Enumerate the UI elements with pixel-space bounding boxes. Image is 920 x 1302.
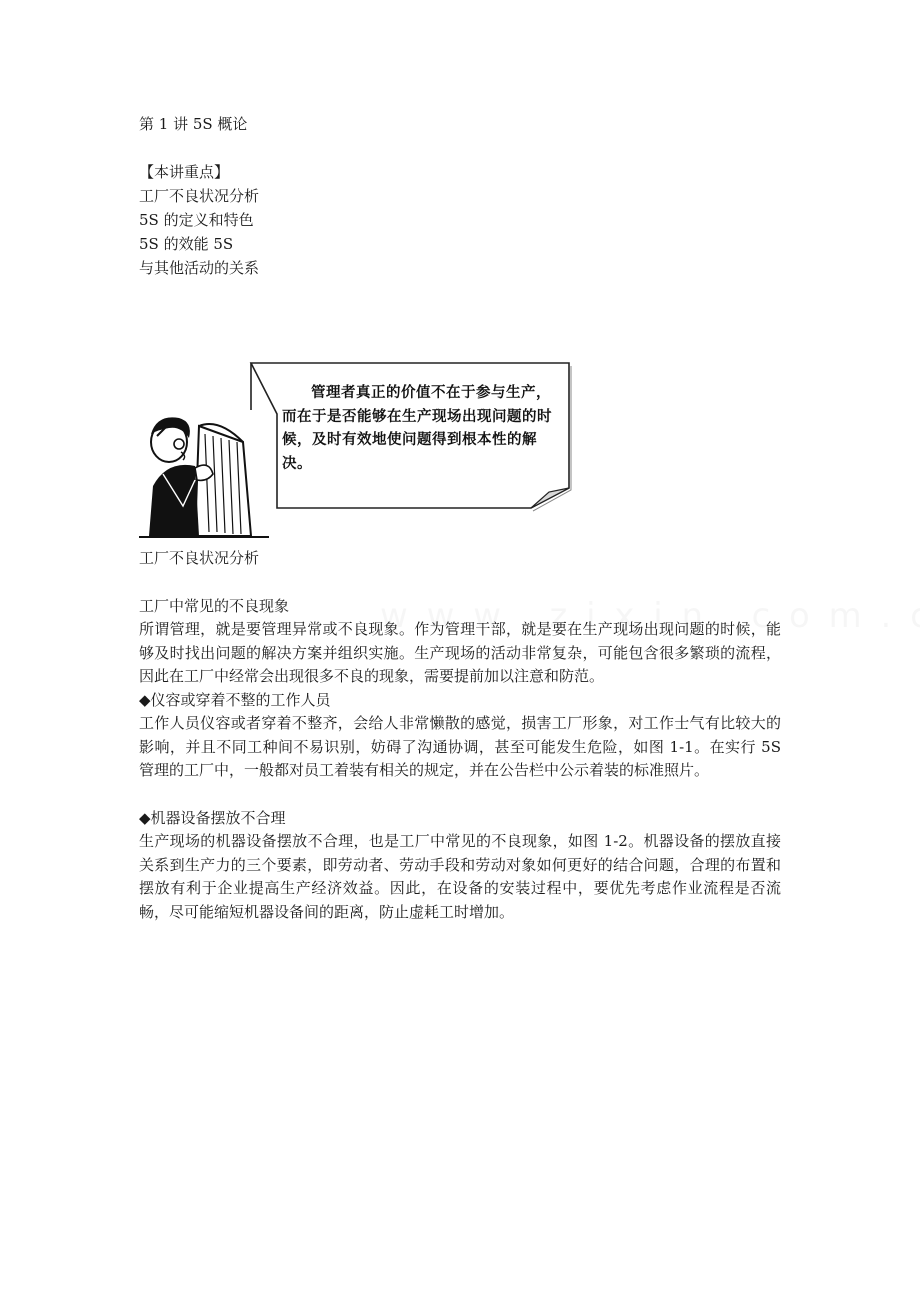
manager-cartoon-icon [139, 417, 269, 537]
section-title: 工厂不良状况分析 [139, 549, 260, 567]
lecture-title: 第 1 讲 5S 概论 [139, 115, 248, 133]
bullet-paragraph: 生产现场的机器设备摆放不合理，也是工厂中常见的不良现象，如图 1-2。机器设备的摆放直接关系到生产力的三个要素，即劳动者、劳动手段和劳动对象如何更好的结合问题，合理的布置和摆放有利于企业提高生产经济效益。因此，在设备的安装过程中，要优先考虑作业流程是否流畅，尽可能缩短机器设备间的距离，防止虚耗工时增加。 [139, 832, 781, 921]
subsection-title: 工厂中常见的不良现象 [139, 597, 290, 615]
bullet-title: ◆仪容或穿着不整的工作人员 [139, 691, 331, 709]
key-point-item: 工厂不良状况分析 [139, 187, 260, 205]
bullet-paragraph: 工作人员仪容或者穿着不整齐，会给人非常懒散的感觉，损害工厂形象，对工作士气有比较大的影响，并且不同工种间不易识别，妨碍了沟通协调，甚至可能发生危险，如图 1-1。在实行 5S 管理的工厂中，一般都对员工着装有相关的规定，并在公告栏中公示着装的标准照片。 [139, 714, 781, 779]
callout-quote: 管理者真正的价值不在于参与生产，而在于是否能够在生产现场出现问题的时候，及时有效地使问题得到根本性的解决。 [282, 385, 552, 472]
key-point-item: 5S 的定义和特色 [139, 211, 254, 229]
key-point-item: 5S 的效能 5S [139, 235, 234, 253]
key-points-heading: 【本讲重点】 [139, 163, 230, 181]
key-point-item: 与其他活动的关系 [139, 259, 260, 277]
intro-paragraph: 所谓管理，就是要管理异常或不良现象。作为管理干部，就是要在生产现场出现问题的时候，能够及时找出问题的解决方案并组织实施。生产现场的活动非常复杂，可能包含很多繁琐的流程，因此在工厂中经常会出现很多不良的现象，需要提前加以注意和防范。 [139, 620, 781, 685]
bullet-title: ◆机器设备摆放不合理 [139, 809, 286, 827]
